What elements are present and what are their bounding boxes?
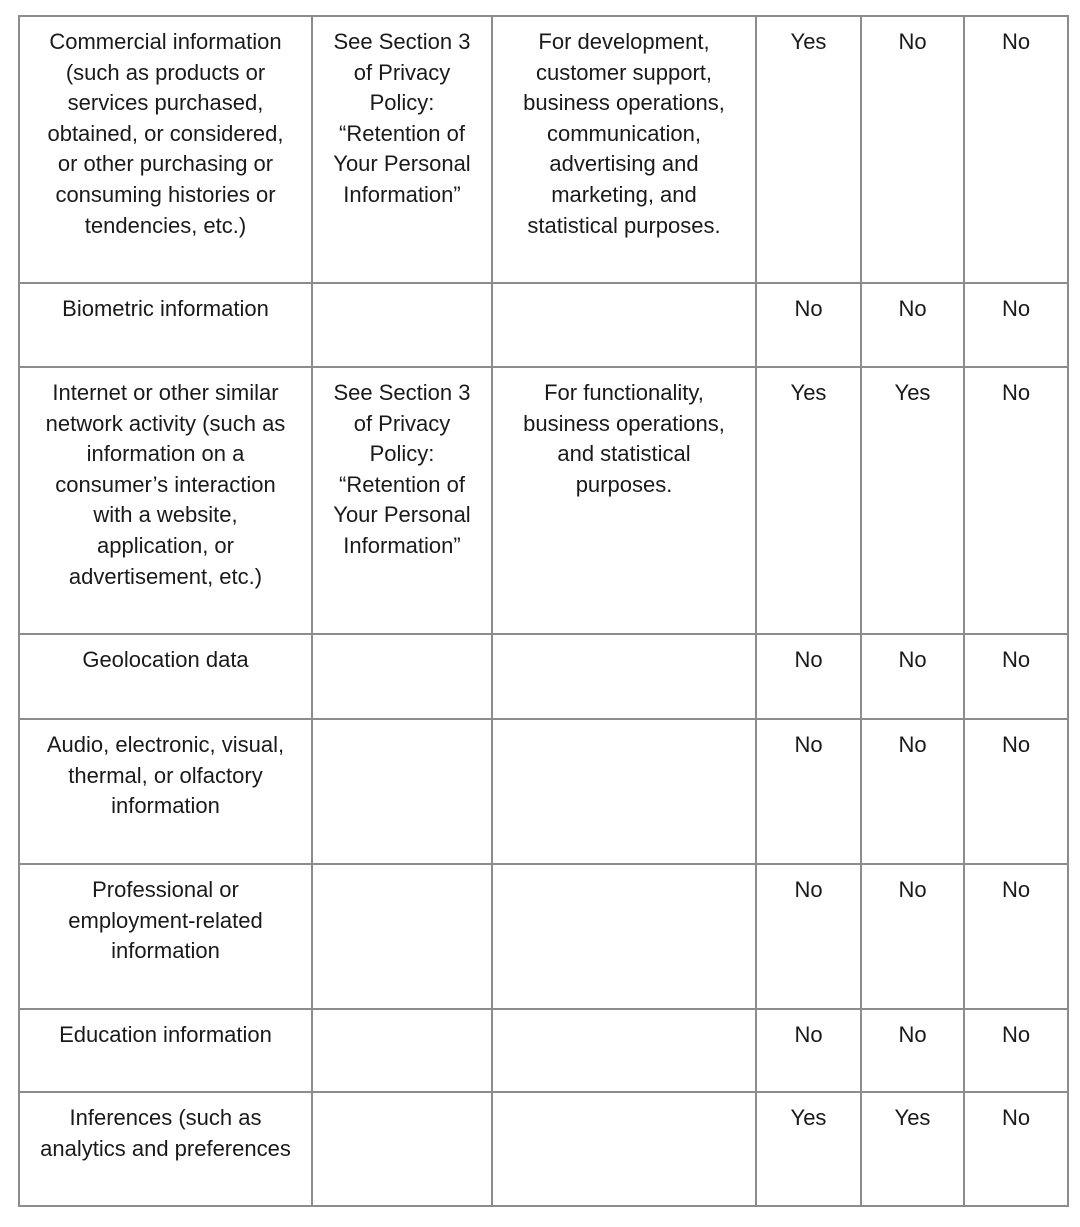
col4-cell — [756, 283, 861, 367]
col4-cell — [756, 634, 861, 719]
purpose-cell — [492, 719, 756, 864]
category-cell — [19, 719, 312, 864]
col5-value: Yes — [894, 380, 931, 405]
col6-cell — [964, 16, 1068, 283]
category-text: Professional or employment-related information — [68, 877, 263, 964]
col4-cell — [756, 16, 861, 283]
table-row — [19, 16, 1068, 283]
category-text: Commercial information (such as products or services purchased, obtained, or considered, or other purchasing or consuming histories or tendencies, etc.) — [47, 29, 284, 238]
purpose-cell — [492, 634, 756, 719]
col5-cell — [861, 1092, 964, 1206]
purpose-cell — [492, 1092, 756, 1206]
retention-cell — [312, 283, 492, 367]
col4-value: Yes — [790, 1105, 827, 1130]
purpose-cell — [492, 1009, 756, 1092]
col4-cell — [756, 1009, 861, 1092]
col6-value: No — [1001, 29, 1031, 54]
category-text: Biometric information — [62, 296, 269, 321]
retention-cell — [312, 1009, 492, 1092]
retention-cell — [312, 16, 492, 283]
col5-value: No — [898, 732, 927, 757]
table-row — [19, 1009, 1068, 1092]
col5-value: No — [898, 29, 927, 54]
col4-value: Yes — [790, 380, 827, 405]
table-row — [19, 283, 1068, 367]
retention-cell — [312, 634, 492, 719]
col6-cell — [964, 1009, 1068, 1092]
col5-cell — [861, 719, 964, 864]
col4-cell — [756, 719, 861, 864]
col5-value: No — [898, 877, 927, 902]
col4-value: No — [794, 296, 823, 321]
col6-value: No — [1001, 380, 1031, 405]
category-text: Education information — [59, 1022, 272, 1047]
table-row — [19, 719, 1068, 864]
col4-value: No — [794, 877, 823, 902]
col4-value: No — [794, 1022, 823, 1047]
col6-cell — [964, 283, 1068, 367]
col5-cell — [861, 367, 964, 634]
table-row — [19, 1092, 1068, 1206]
col6-value: No — [1001, 296, 1031, 321]
privacy-categories-table — [18, 15, 1069, 1207]
retention-text: See Section 3 of Privacy Policy: “Retention of Your Personal Information” — [333, 380, 471, 558]
col4-value: No — [794, 647, 823, 672]
col4-cell — [756, 1092, 861, 1206]
retention-cell — [312, 864, 492, 1009]
category-text: Inferences (such as analytics and preferences — [40, 1105, 291, 1161]
category-cell — [19, 1009, 312, 1092]
category-text: Geolocation data — [82, 647, 249, 672]
category-text: Internet or other similar network activity (such as information on a consumer’s interaction with a website, application, or advertisement, etc.) — [45, 380, 286, 589]
col6-cell — [964, 367, 1068, 634]
category-cell — [19, 634, 312, 719]
retention-cell — [312, 1092, 492, 1206]
category-text: Audio, electronic, visual, thermal, or olfactory information — [46, 732, 285, 819]
col6-cell — [964, 864, 1068, 1009]
col5-cell — [861, 283, 964, 367]
col5-value: No — [898, 296, 927, 321]
col5-value: Yes — [894, 1105, 931, 1130]
retention-text: See Section 3 of Privacy Policy: “Retention of Your Personal Information” — [333, 29, 471, 207]
purpose-text: For functionality, business operations, and statistical purposes. — [523, 380, 725, 497]
purpose-cell — [492, 864, 756, 1009]
category-cell — [19, 283, 312, 367]
col6-cell — [964, 634, 1068, 719]
col6-value: No — [1001, 1022, 1031, 1047]
col6-cell — [964, 719, 1068, 864]
col5-cell — [861, 864, 964, 1009]
col6-value: No — [1001, 647, 1031, 672]
col6-cell — [964, 1092, 1068, 1206]
col4-value: No — [794, 732, 823, 757]
col4-value: Yes — [790, 29, 827, 54]
category-cell — [19, 864, 312, 1009]
retention-cell — [312, 719, 492, 864]
purpose-cell — [492, 367, 756, 634]
category-cell — [19, 1092, 312, 1206]
col5-cell — [861, 1009, 964, 1092]
col6-value: No — [1001, 877, 1031, 902]
purpose-cell — [492, 283, 756, 367]
table-row — [19, 367, 1068, 634]
table-row — [19, 634, 1068, 719]
col5-cell — [861, 634, 964, 719]
col5-value: No — [898, 647, 927, 672]
table-row — [19, 864, 1068, 1009]
purpose-cell — [492, 16, 756, 283]
col5-cell — [861, 16, 964, 283]
col4-cell — [756, 864, 861, 1009]
category-cell — [19, 16, 312, 283]
col4-cell — [756, 367, 861, 634]
category-cell — [19, 367, 312, 634]
col5-value: No — [898, 1022, 927, 1047]
col6-value: No — [1001, 732, 1031, 757]
purpose-text: For development, customer support, business operations, communication, advertising and marketing, and statistical purposes. — [523, 29, 725, 238]
retention-cell — [312, 367, 492, 634]
col6-value: No — [1001, 1105, 1031, 1130]
